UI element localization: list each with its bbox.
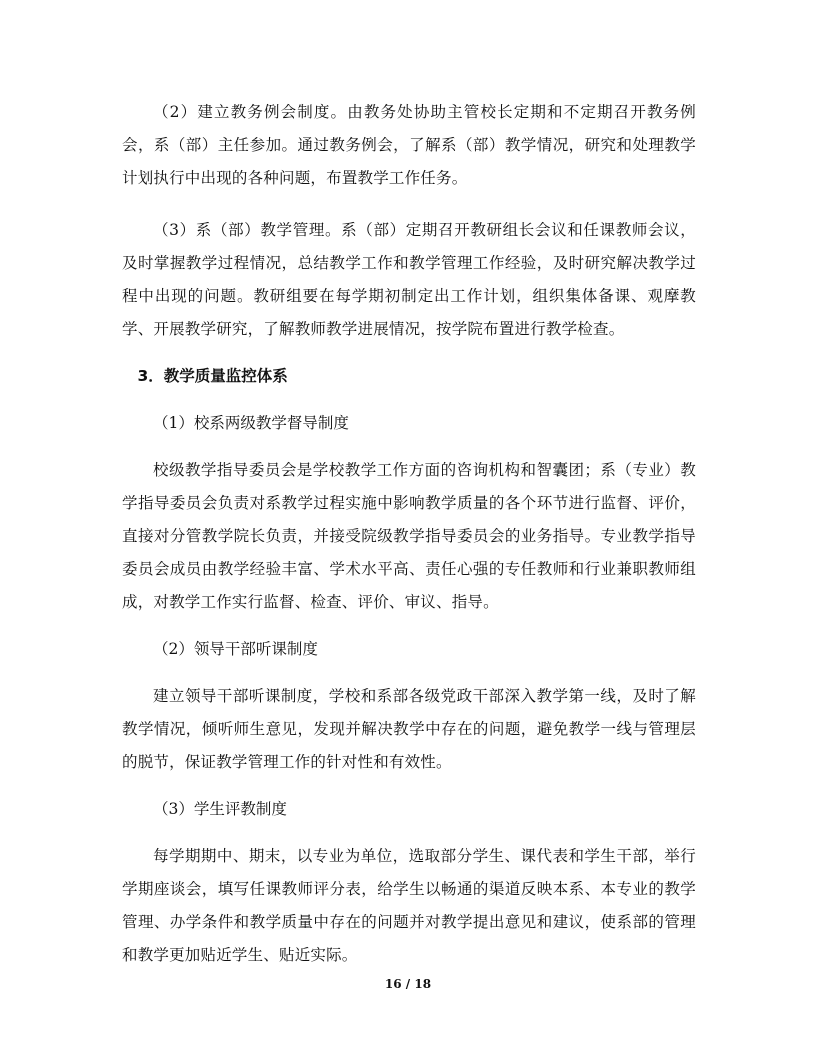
paragraph-supervision: 校级教学指导委员会是学校教学工作方面的咨询机构和智囊团；系（专业）教学指导委员会负责对系教学过程实施中影响教学质量的各个环节进行监督、评价，直接对分管教学院长负责，并接受院级教学指导委员会的业务指导。专业教学指导委员会成员由教学经验丰富、学术水平高、责任心强的专任教师和行业兼职教师组成，对教学工作实行监督、检查、评价、审议、指导。 [122, 461, 696, 611]
spacer [122, 440, 696, 454]
spacer [122, 195, 696, 214]
subheading-supervision: （1）校系两级教学督导制度 [153, 414, 349, 432]
page-number: 16 / 18 [384, 977, 432, 991]
spacer [122, 346, 696, 360]
subheading-student-evaluation: （3）学生评教制度 [153, 800, 287, 818]
paragraph-lecture-audit: 建立领导干部听课制度，学校和系部各级党政干部深入教学第一线，及时了解教学情况，倾听师生意见，发现并解决教学中存在的问题，避免教学一线与管理层的脱节，保证教学管理工作的针对性和有效性。 [122, 687, 696, 771]
spacer [122, 666, 696, 680]
document-body [122, 96, 696, 972]
paragraph-department-management: （3）系（部）教学管理。系（部）定期召开教研组长会议和任课教师会议，及时掌握教学过程情况，总结教学工作和教学管理工作经验，及时研究解决教学过程中出现的问题。教研组要在每学期初制定出工作计划，组织集体备课、观摩教学、开展教学研究，了解教师教学进展情况，按学院布置进行教学检查。 [122, 221, 696, 338]
subheading-lecture-audit: （2）领导干部听课制度 [153, 640, 318, 658]
spacer [122, 619, 696, 633]
paragraph-student-evaluation: 每学期期中、期末，以专业为单位，选取部分学生、课代表和学生干部，举行学期座谈会，填写任课教师评分表，给学生以畅通的渠道反映本系、本专业的教学管理、办学条件和教学质量中存在的问题并对教学提出意见和建议，使系部的管理和教学更加贴近学生、贴近实际。 [122, 847, 696, 964]
paragraph-teaching-meeting: （2）建立教务例会制度。由教务处协助主管校长定期和不定期召开教务例会，系（部）主任参加。通过教务例会，了解系（部）教学情况，研究和处理教学计划执行中出现的各种问题，布置教学工作任务。 [122, 103, 696, 187]
spacer [122, 779, 696, 793]
spacer [122, 393, 696, 407]
section-heading: 3．教学质量监控体系 [137, 367, 288, 385]
spacer [122, 826, 696, 840]
